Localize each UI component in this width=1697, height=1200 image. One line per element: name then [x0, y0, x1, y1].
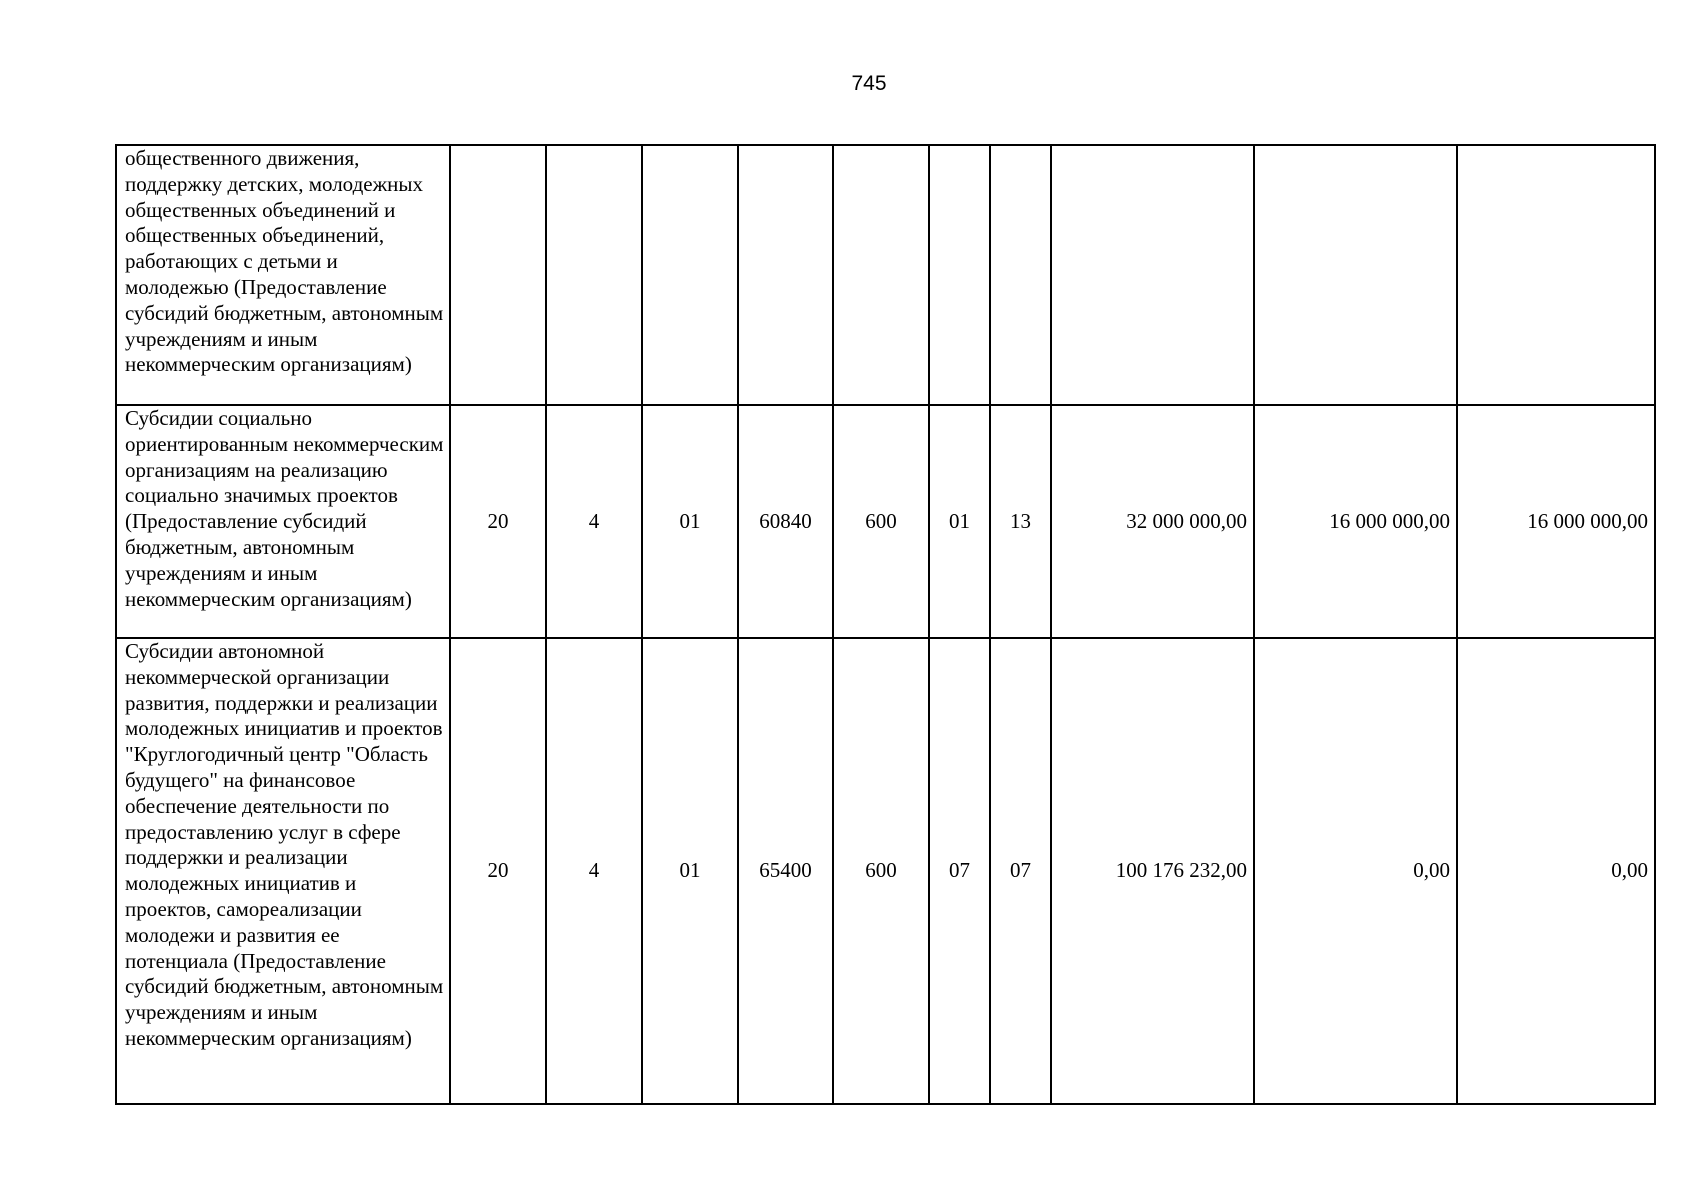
row-description: Субсидии автономной некоммерческой организации развития, поддержки и реализации молодежных инициатив и проектов "Круглогодичный центр "Область будущего" на финансовое обеспечение деятельности по предоставлению услуг в сфере поддержки и реализации молодежных инициатив и проектов, самореализации молодежи и развития ее потенциала (Предоставление субсидий бюджетным, автономным учреждениям и иным некоммерческим организациям) — [116, 638, 450, 1104]
code-program: 20 — [450, 638, 546, 1104]
code-expense-type: 600 — [833, 405, 929, 638]
row-description: Субсидии социально ориентированным некоммерческим организациям на реализацию социально значимых проектов (Предоставление субсидий бюджетным, автономным учреждениям и иным некоммерческим организациям) — [116, 405, 450, 638]
amount-year-3 — [1457, 145, 1655, 405]
table-row — [116, 638, 1655, 1104]
code-event — [642, 145, 738, 405]
amount-year-2: 16 000 000,00 — [1254, 405, 1457, 638]
code-expense-type: 600 — [833, 638, 929, 1104]
code-subprogram — [546, 145, 642, 405]
code-program — [450, 145, 546, 405]
code-section: 07 — [929, 638, 990, 1104]
code-expense-type — [833, 145, 929, 405]
code-event: 01 — [642, 638, 738, 1104]
amount-year-3: 0,00 — [1457, 638, 1655, 1104]
code-direction: 60840 — [738, 405, 833, 638]
amount-year-1: 100 176 232,00 — [1051, 638, 1254, 1104]
code-subprogram: 4 — [546, 638, 642, 1104]
amount-year-2 — [1254, 145, 1457, 405]
row-description: общественного движения, поддержку детских, молодежных общественных объединений и общественных объединений, работающих с детьми и молодежью (Предоставление субсидий бюджетным, автономным учреждениям и иным некоммерческим организациям) — [116, 145, 450, 405]
code-section — [929, 145, 990, 405]
amount-year-3: 16 000 000,00 — [1457, 405, 1655, 638]
table-row — [116, 145, 1655, 405]
page-number: 745 — [851, 72, 887, 95]
code-subsection — [990, 145, 1051, 405]
code-subsection: 13 — [990, 405, 1051, 638]
table-row — [116, 405, 1655, 638]
code-direction: 65400 — [738, 638, 833, 1104]
code-direction — [738, 145, 833, 405]
amount-year-2: 0,00 — [1254, 638, 1457, 1104]
code-section: 01 — [929, 405, 990, 638]
amount-year-1 — [1051, 145, 1254, 405]
code-program: 20 — [450, 405, 546, 638]
code-subsection: 07 — [990, 638, 1051, 1104]
budget-table — [115, 144, 1656, 1105]
amount-year-1: 32 000 000,00 — [1051, 405, 1254, 638]
code-subprogram: 4 — [546, 405, 642, 638]
code-event: 01 — [642, 405, 738, 638]
